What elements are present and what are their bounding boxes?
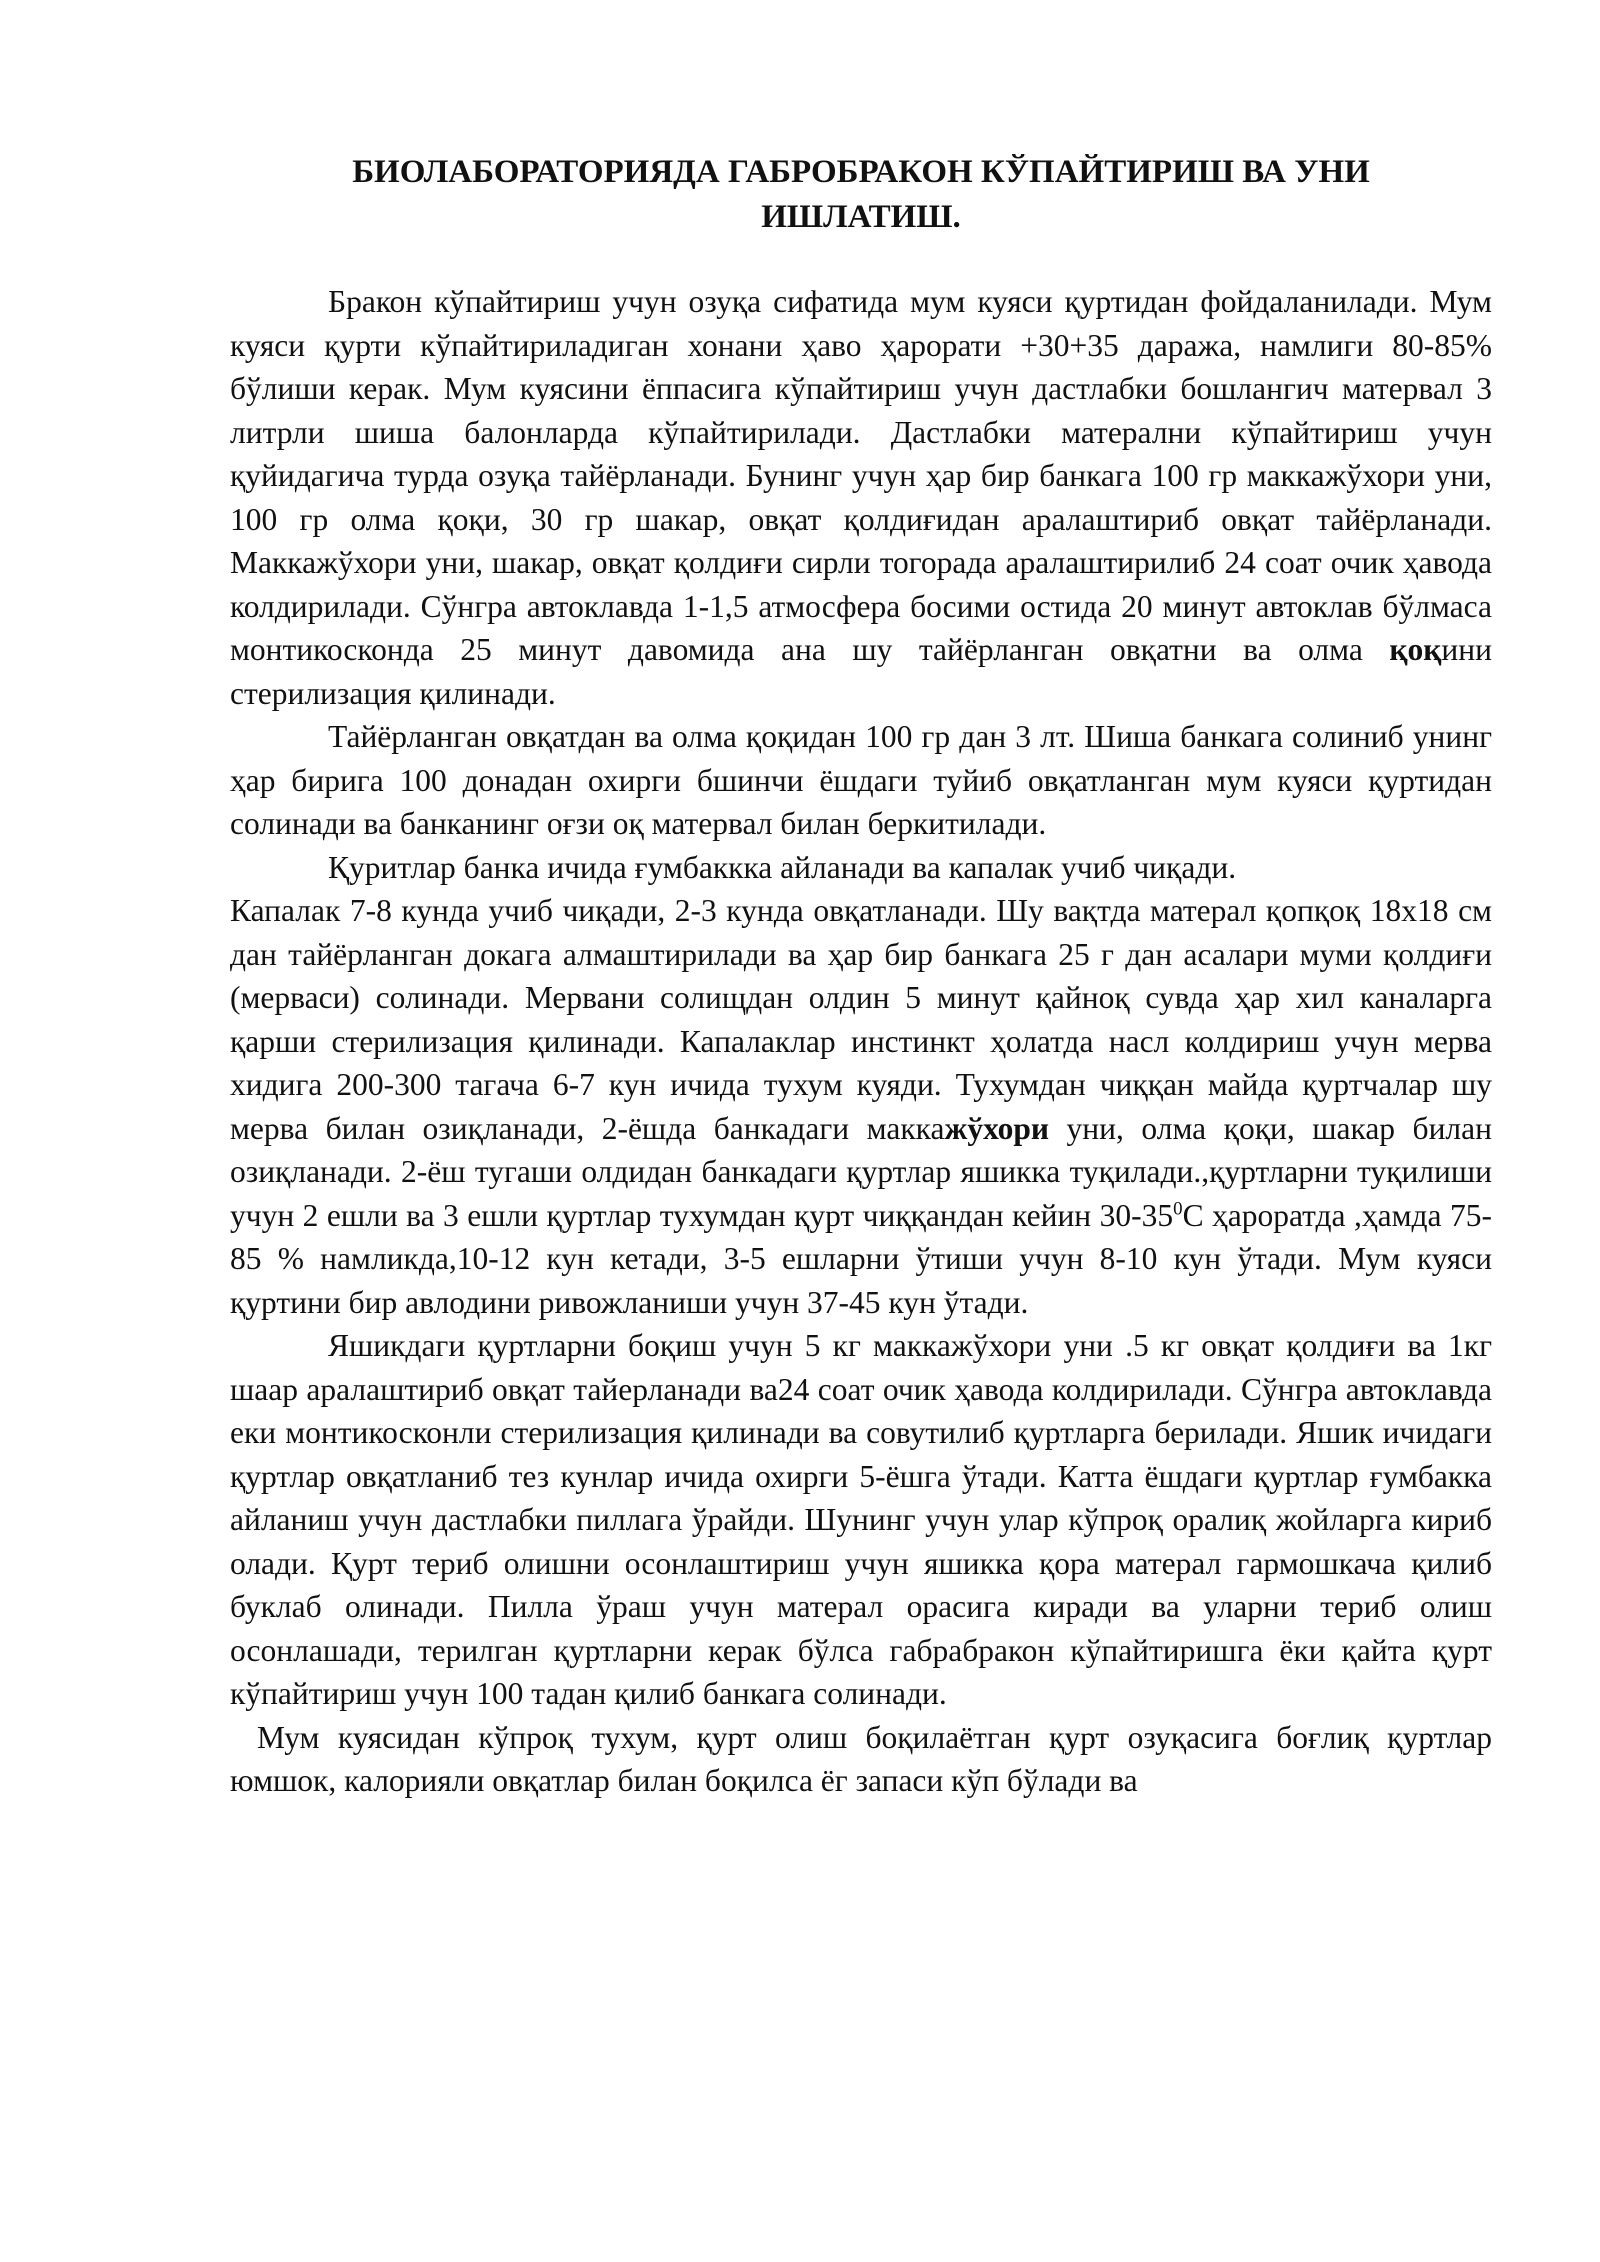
title-line-1: БИОЛАБОРАТОРИЯДА ГАБРОБРАКОН КЎПАЙТИРИШ ВА УНИ <box>352 154 1370 190</box>
degree-superscript: 0 <box>1173 1198 1183 1219</box>
paragraph-3-text-a: Капалак 7-8 кунда учиб чиқади, 2-3 кунда овқатланади. Шу вақтда матерал қопқоқ 18х18 см дан тайёрланган докага алмаштирилади ва ҳар бир банкага 25 г дан асалари муми қолдиғи (мерваси) солинади. Мервани солищдан олдин 5 минут қайноқ сувда ҳар хил каналарга қарши стерилизация қилинади. Капалаклар инстинкт ҳолатда насл колдириш учун мерва хидига 200-300 тагача 6-7 кун ичида тухум куяди. Тухумдан чиққан майда қуртчалар шу мерва билан озиқланади, 2-ёшда банкадаги макка <box>230 893 1492 1146</box>
paragraph-4: Яшикдаги қуртларни боқиш учун 5 кг маккажўхори уни .5 кг овқат қолдиғи ва 1кг шаар аралаштириб овқат тайерланади ва24 соат очик ҳавода колдирилади. Сўнгра автоклавда еки монтикосконли стерилизация қилинади ва совутилиб қуртларга берилади. Яшик ичидаги қуртлар овқатланиб тез кунлар ичида охирги 5-ёшга ўтади. Катта ёшдаги қуртлар ғумбакка айланиш учун дастлабки пиллага ўрайди. Шунинг учун улар кўпроқ оралиқ жойларга кириб олади. Қурт териб олишни осонлаштириш учун яшикка қора матерал гармошкача қилиб буклаб олинади. Пилла ўраш учун матерал орасига киради ва уларни териб олиш осонлашади, терилган қуртларни керак бўлса габрабракон кўпайтиришга ёки қайта қурт кўпайтириш учун 100 тадан қилиб банкага солинади. <box>230 1328 1492 1711</box>
paragraph-2: Тайёрланган овқатдан ва олма қоқидан 100 гр дан 3 лт. Шиша банкага солиниб унинг ҳар бирига 100 донадан охирги бшинчи ёшдаги туйиб овқатланган мум куяси қуртидан солинади ва банканинг оғзи оқ матервал билан беркитилади. <box>230 719 1492 841</box>
paragraph-3 <box>230 889 1492 1324</box>
paragraph-3-bold-text: жўхори <box>944 1110 1050 1146</box>
title-line-2: ИШЛАТИШ. <box>761 199 961 235</box>
paragraph-1 <box>230 280 1492 715</box>
paragraph-3-first-line: Қуритлар банка ичида ғумбаккка айланади ва капалак учиб чиқади. <box>328 849 1237 885</box>
paragraph-1-text-a: Бракон кўпайтириш учун озуқа сифатида мум куяси қуртидан фойдаланилади. Мум куяси қурти кўпайтириладиган хонани ҳаво ҳарорати +30+35 даража, намлиги 80-85% бўлиши керак. Мум куясини ёппасига кўпайтириш учун дастлабки бошлангич матервал 3 литрли шиша балонларда кўпайтирилади. Дастлабки матерални кўпайтириш учун қуйидагича турда озуқа тайёрланади. Бунинг учун ҳар бир банкага 100 гр маккажўхори уни, 100 гр олма қоқи, 30 гр шакар, овқат қолдиғидан аралаштириб овқат тайёрланади. Маккажўхори уни, шакар, овқат қолдиғи сирли тогорада аралаштирилиб 24 соат очик ҳавода колдирилади. Сўнгра автоклавда 1-1,5 атмосфера босими остида 20 минут автоклав бўлмаса монтикосконда 25 минут давомида ана шу тайёрланган овқатни ва олма <box>230 284 1492 667</box>
paragraph-1-text-b: ини стерилизация қилинади. <box>230 632 1492 711</box>
paragraph-1-bold-text: қоқ <box>1389 632 1442 667</box>
paragraph-5: Мум куясидан кўпроқ тухум, қурт олиш боқилаётган қурт озуқасига боғлиқ қуртлар юмшок, калорияли овқатлар билан боқилса ёг запаси кўп бўлади ва <box>230 1719 1492 1798</box>
document-body <box>230 150 1492 1803</box>
paragraph-3-text-b: уни, олма қоқи, шакар билан озиқланади. 2-ёш тугаши олдидан банкадаги қуртлар яшикка туқилади.,қуртларни туқилиши учун 2 ешли ва 3 ешли қуртлар тухумдан қурт чиққандан кейин 30-35 <box>230 1110 1492 1233</box>
paragraph-3-text-c: С ҳароратда ,ҳамда 75-85 % намликда,10-12 кун кетади, 3-5 ешларни ўтиши учун 8-10 кун ўтади. Мум куяси қуртини бир авлодини ривожланиши учун 37-45 кун ўтади. <box>230 1197 1492 1320</box>
document-title <box>230 150 1492 240</box>
